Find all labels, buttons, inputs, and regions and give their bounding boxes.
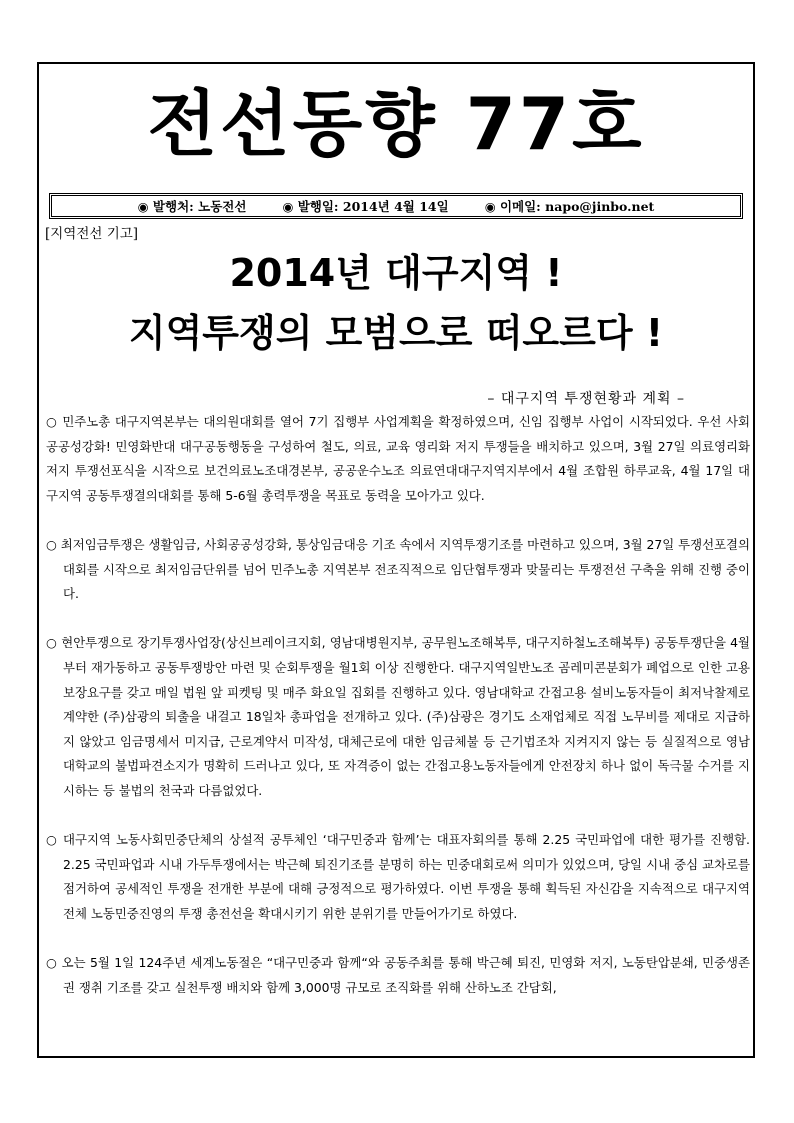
paragraph: ○ 오는 5월 1일 124주년 세계노동절은 “대구민중과 함께“와 공동주최를 통해 박근혜 퇴진, 민영화 저지, 노동탄압분쇄, 민중생존권 쟁취 기조를 갖고 실천투쟁 배치와 함께 3,000명 규모로 조직화를 위해 산하노조 간담회, [46,955,750,995]
publish-date: ◉ 발행일: 2014년 4월 14일 [282,199,449,214]
paragraph: ○ 대구지역 노동사회민중단체의 상설적 공투체인 ‘대구민중과 함께’는 대표자회의를 통해 2.25 국민파업에 대한 평가를 진행함. 2.25 국민파업과 시내 가두투쟁에서는 박근혜 퇴진기조를 분명히 하는 민중대회로써 의미가 있었으며, 당일 시내 중심 교차로를 점거하여 공세적인 투쟁을 전개한 부분에 대해 긍정적으로 평가하였다. 이번 투쟁을 통해 획득된 자신감을 지속적으로 대구지역 전체 노동민중진영의 투쟁 총전선을 확대시키기 위한 분위기를 만들어가기로 하였다. [46,832,750,921]
paragraph: ○ 최저임금투쟁은 생활임금, 사회공공성강화, 통상임금대응 기조 속에서 지역투쟁기조를 마련하고 있으며, 3월 27일 투쟁선포결의대회를 시작으로 최저임금단위를 넘어 민주노총 지역본부 전조직적으로 임단협투쟁과 맞물리는 투쟁전선 구축을 위해 진행 중이다. [46,536,750,602]
paragraph: ○ 민주노총 대구지역본부는 대의원대회를 열어 7기 집행부 사업계획을 확정하였으며, 신임 집행부 사업이 시작되었다. 우선 사회공공성강화! 민영화반대 대구공동행동을 구성하여 철도, 의료, 교육 영리화 저지 투쟁들을 배치하고 있으며, 3월 27일 의료영리화 저지 투쟁선포식을 시작으로 보건의료노조대경본부, 공공운수노조 의료연대대구지역지부에서 4월 조합원 하루교육, 4월 17일 대구지역 공동투쟁결의대회를 통해 5-6월 총력투쟁을 목표로 동력을 모아가고 있다. [46,414,750,503]
headline-line-2: 지역투쟁의 모범으로 떠오르다 ! [128,311,664,355]
article-body [46,410,750,1000]
headline-line-1: 2014년 대구지역 ! [229,251,563,295]
paragraph: ○ 현안투쟁으로 장기투쟁사업장(상신브레이크지회, 영남대병원지부, 공무원노조해복투, 대구지하철노조해복투) 공동투쟁단을 4월부터 재가동하고 공동투쟁방안 마련 및 순회투쟁을 월1회 이상 진행한다. 대구지역일반노조 곰레미콘분회가 폐업으로 인한 고용보장요구를 갖고 매일 법원 앞 피켓팅 및 매주 화요일 집회를 진행하고 있다. 영남대학교 간접고용 설비노동자들이 최저낙찰제로 계약한 (주)삼광의 퇴출을 내걸고 18일차 총파업을 전개하고 있다. (주)삼광은 경기도 소재업체로 직접 노무비를 제대로 지급하지 않았고 임금명세서 미지급, 근로계약서 미작성, 대체근로에 대한 임금체불 등 근기법조차 지켜지지 않는 등 실질적으로 영남대학교의 불법파견소지가 명확히 드러나고 있다, 또 자격증이 없는 간접고용노동자들에게 안전장치 하나 없이 독극물 수거를 지시하는 등 불법의 천국과 다름없었다. [46,635,750,798]
email-address: ◉ 이메일: napo@jinbo.net [484,199,655,214]
info-bar [49,193,743,219]
masthead-title: 전선동향 77호 [147,82,645,166]
publisher: ◉ 발행처: 노동전선 [137,199,247,214]
section-tag: [지역전선 기고] [45,226,139,242]
page-frame [37,62,755,1058]
subtitle: – 대구지역 투쟁현황과 계획 – [487,391,685,407]
